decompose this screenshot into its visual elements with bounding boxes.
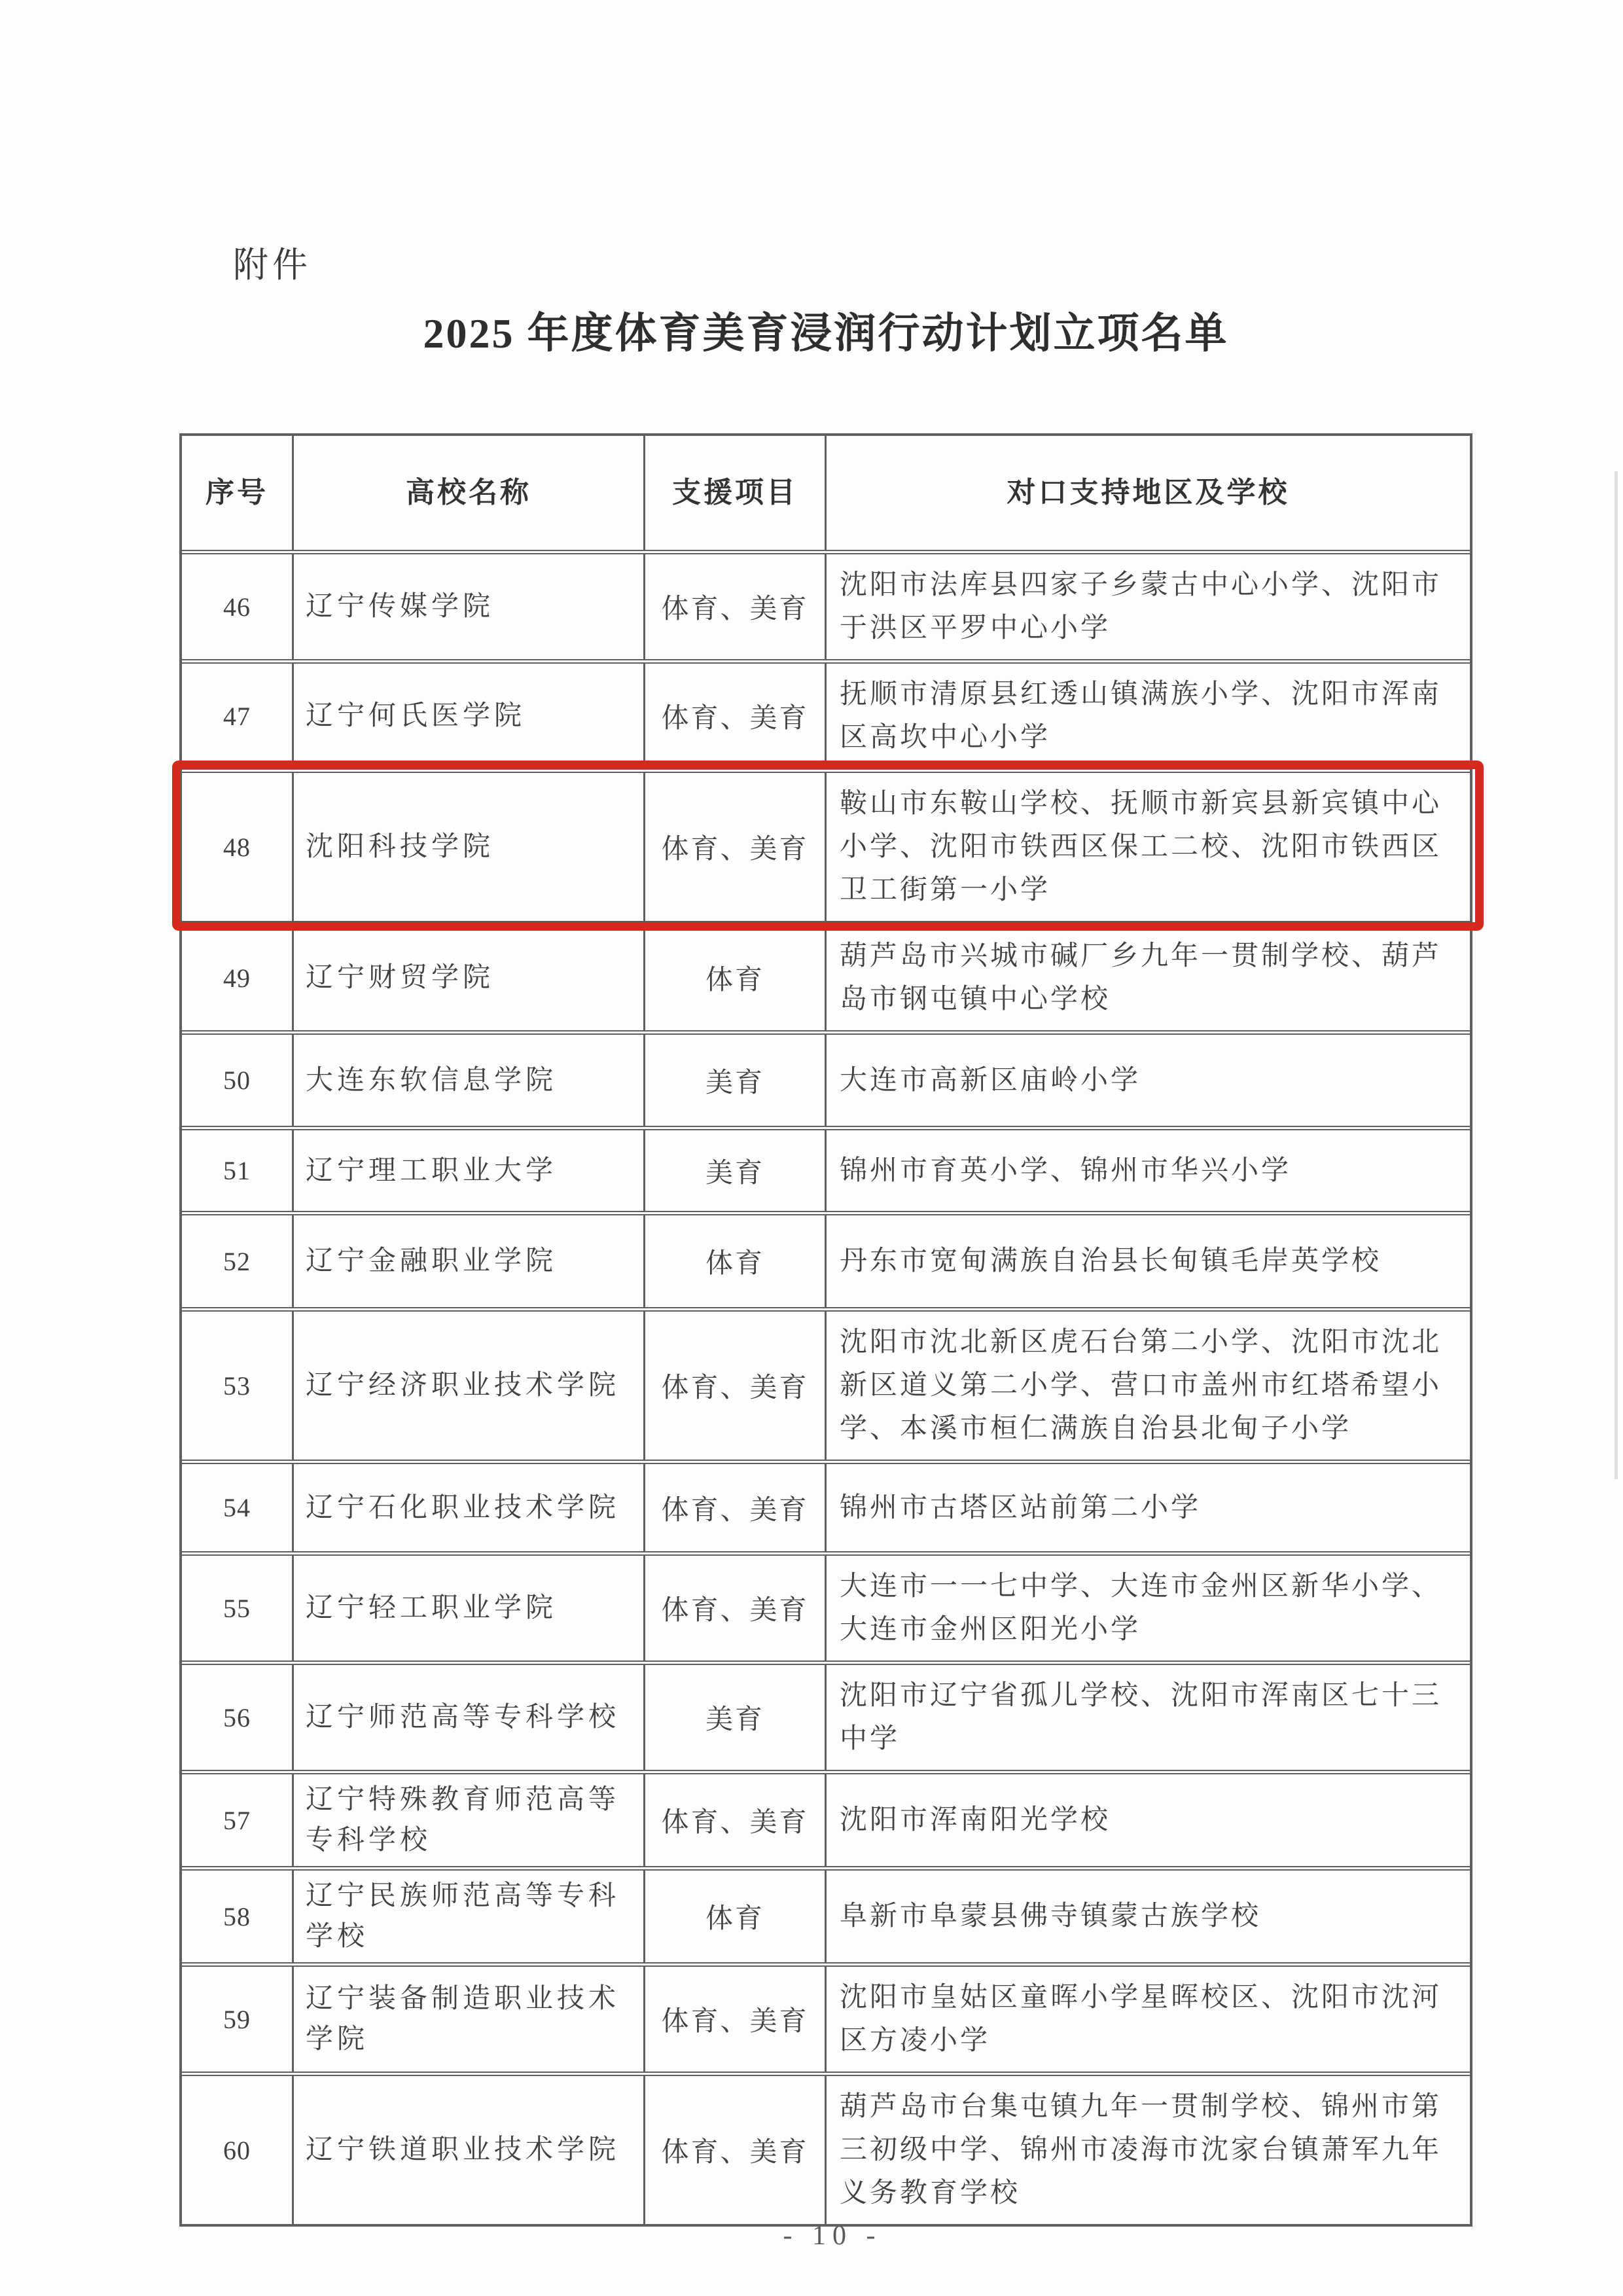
cell-support-project: 美育 [645,1035,827,1126]
cell-support-project: 体育、美育 [645,1464,827,1551]
cell-support-project: 体育、美育 [645,1774,827,1866]
cell-serial-number: 49 [182,925,294,1030]
cell-support-project: 体育、美育 [645,773,827,921]
cell-serial-number: 55 [182,1556,294,1660]
schools-text: 大连市高新区庙岭小学 [840,1065,1141,1096]
table-row [182,1030,1470,1126]
cell-supported-schools [827,554,1470,659]
table-row [182,2072,1470,2224]
cell-college-name: 辽宁民族师范高等专科学校 [294,1871,645,1962]
header-college-name: 高校名称 [294,436,645,550]
schools-text: 抚顺市清原县红透山镇满族小学、沈阳市浑南区高坎中心小学 [840,679,1442,753]
cell-serial-number: 54 [182,1464,294,1551]
cell-supported-schools [827,2076,1470,2224]
cell-support-project: 体育、美育 [645,1967,827,2072]
page-number: - 10 - [783,2221,882,2251]
schools-text: 沈阳市辽宁省孤儿学校、沈阳市浑南区七十三中学 [840,1681,1442,1754]
cell-supported-schools [827,664,1470,768]
table-row [182,1660,1470,1770]
cell-support-project: 体育 [645,1871,827,1962]
cell-serial-number: 57 [182,1774,294,1866]
table-row [182,1307,1470,1460]
cell-serial-number: 56 [182,1665,294,1770]
cell-supported-schools [827,1035,1470,1126]
cell-supported-schools [827,1665,1470,1770]
table-header-row [182,436,1470,550]
cell-supported-schools [827,925,1470,1030]
cell-supported-schools [827,1967,1470,2072]
table-row [182,768,1470,921]
schools-text: 沈阳市浑南阳光学校 [840,1805,1111,1835]
attachment-label: 附件 [233,245,312,285]
cell-college-name: 辽宁师范高等专科学校 [294,1665,645,1770]
cell-serial-number: 47 [182,664,294,768]
plan-table [179,433,1472,2227]
schools-text: 鞍山市东鞍山学校、抚顺市新宾县新宾镇中心小学、沈阳市铁西区保工二校、沈阳市铁西区卫工街第一小学 [840,789,1442,905]
cell-college-name: 大连东软信息学院 [294,1035,645,1126]
cell-serial-number: 50 [182,1035,294,1126]
table-row [182,1866,1470,1962]
cell-support-project: 体育 [645,925,827,1030]
cell-supported-schools [827,1556,1470,1660]
cell-support-project: 体育、美育 [645,554,827,659]
cell-supported-schools [827,1130,1470,1211]
schools-text: 沈阳市沈北新区虎石台第二小学、沈阳市沈北新区道义第二小学、营口市盖州市红塔希望小学、本溪市桓仁满族自治县北甸子小学 [840,1327,1442,1444]
table-row [182,1962,1470,2072]
table-row [182,1126,1470,1211]
cell-college-name: 辽宁经济职业技术学院 [294,1312,645,1460]
cell-college-name: 辽宁财贸学院 [294,925,645,1030]
cell-serial-number: 59 [182,1967,294,2072]
cell-serial-number: 46 [182,554,294,659]
scan-edge-artifact [1614,471,1618,1479]
table-row [182,1460,1470,1551]
cell-serial-number: 53 [182,1312,294,1460]
cell-college-name: 辽宁传媒学院 [294,554,645,659]
schools-text: 葫芦岛市台集屯镇九年一贯制学校、锦州市第三初级中学、锦州市凌海市沈家台镇萧军九年义务教育学校 [840,2092,1442,2208]
cell-supported-schools [827,1312,1470,1460]
schools-text: 锦州市育英小学、锦州市华兴小学 [840,1155,1292,1186]
cell-college-name: 辽宁特殊教育师范高等专科学校 [294,1774,645,1866]
schools-text: 大连市一一七中学、大连市金州区新华小学、大连市金州区阳光小学 [840,1571,1442,1645]
cell-college-name: 辽宁理工职业大学 [294,1130,645,1211]
cell-supported-schools [827,1871,1470,1962]
cell-support-project: 体育、美育 [645,664,827,768]
schools-text: 阜新市阜蒙县佛寺镇蒙古族学校 [840,1901,1262,1931]
cell-serial-number: 60 [182,2076,294,2224]
cell-supported-schools [827,773,1470,921]
cell-college-name: 辽宁铁道职业技术学院 [294,2076,645,2224]
header-supported-schools: 对口支持地区及学校 [1007,476,1290,509]
table-row [182,659,1470,768]
schools-text: 锦州市古塔区站前第二小学 [840,1492,1202,1523]
cell-support-project: 体育、美育 [645,1556,827,1660]
header-serial-number: 序号 [182,436,294,550]
cell-college-name: 辽宁金融职业学院 [294,1215,645,1307]
cell-serial-number: 48 [182,773,294,921]
cell-college-name: 辽宁装备制造职业技术学院 [294,1967,645,2072]
header-support-project: 支援项目 [645,436,827,550]
page-title: 2025 年度体育美育浸润行动计划立项名单 [423,310,1229,357]
table-row [182,550,1470,659]
cell-college-name: 沈阳科技学院 [294,773,645,921]
cell-supported-schools [827,1215,1470,1307]
cell-support-project: 体育、美育 [645,2076,827,2224]
cell-support-project: 体育 [645,1215,827,1307]
cell-college-name: 辽宁轻工职业学院 [294,1556,645,1660]
table-row [182,1770,1470,1866]
cell-college-name: 辽宁何氏医学院 [294,664,645,768]
cell-supported-schools [827,1464,1470,1551]
schools-text: 葫芦岛市兴城市碱厂乡九年一贯制学校、葫芦岛市钢屯镇中心学校 [840,941,1442,1014]
cell-serial-number: 51 [182,1130,294,1211]
schools-text: 沈阳市法库县四家子乡蒙古中心小学、沈阳市于洪区平罗中心小学 [840,570,1442,643]
cell-support-project: 体育、美育 [645,1312,827,1460]
cell-serial-number: 52 [182,1215,294,1307]
table-row [182,1211,1470,1307]
cell-college-name: 辽宁石化职业技术学院 [294,1464,645,1551]
cell-support-project: 美育 [645,1665,827,1770]
schools-text: 沈阳市皇姑区童晖小学星晖校区、沈阳市沈河区方凌小学 [840,1982,1442,2056]
cell-supported-schools [827,1774,1470,1866]
cell-serial-number: 58 [182,1871,294,1962]
table-row [182,1551,1470,1660]
schools-text: 丹东市宽甸满族自治县长甸镇毛岸英学校 [840,1246,1382,1276]
cell-support-project: 美育 [645,1130,827,1211]
table-row [182,921,1470,1030]
